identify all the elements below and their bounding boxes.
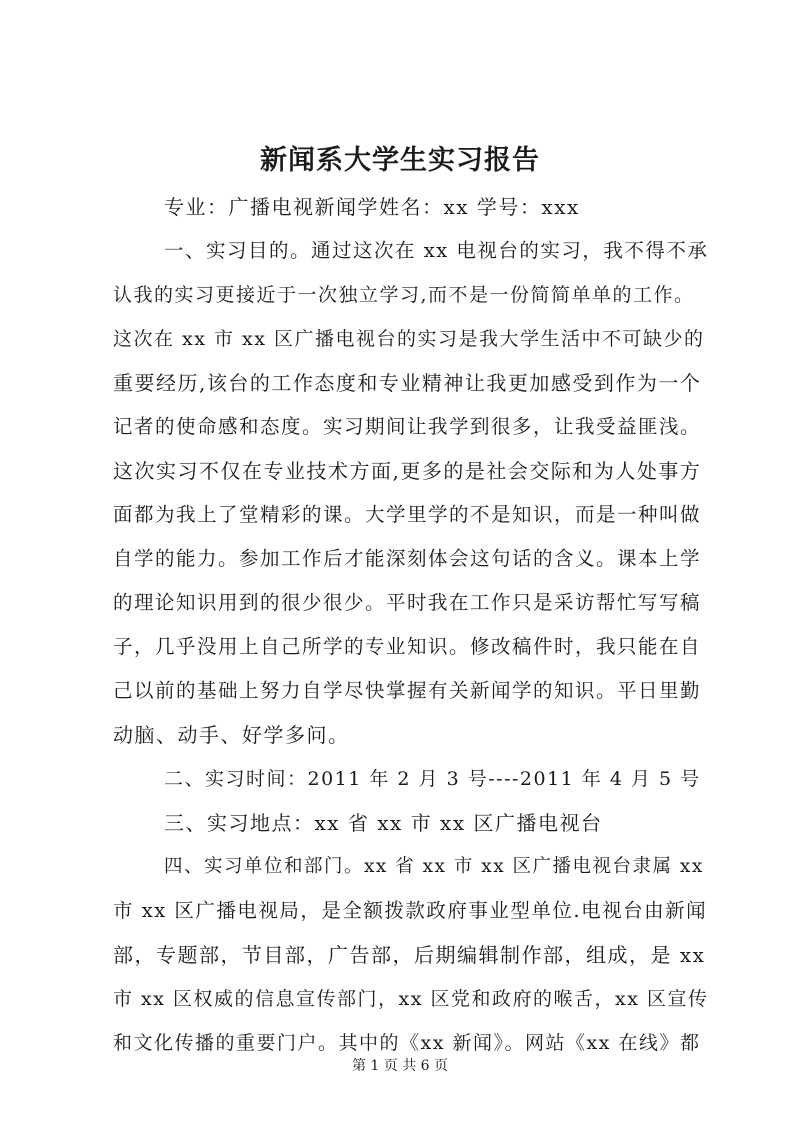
paragraph-line: 动脑、动手、好学多问。 xyxy=(113,723,350,747)
page-footer: 第 1 页 共 6 页 xyxy=(351,1058,449,1074)
paragraph-line: 市 xx 区广播电视局，是全额拨款政府事业型单位.电视台由新闻 xyxy=(113,899,708,922)
paragraph-line: 的理论知识用到的很少很少。平时我在工作只是采访帮忙写写稿 xyxy=(113,591,702,614)
paragraph-line: 子，几乎没用上自己所学的专业知识。修改稿件时，我只能在自 xyxy=(113,635,702,658)
paragraph-line: 己以前的基础上努力自学尽快掌握有关新闻学的知识。平日里勤 xyxy=(113,679,702,702)
paragraph-line: 记者的使命感和态度。实习期间让我学到很多，让我受益匪浅。 xyxy=(113,415,702,438)
paragraph-line: 部，专题部，节目部，广告部，后期编辑制作部，组成，是 xx xyxy=(113,943,706,967)
paragraph-line: 认我的实习更接近于一次独立学习,而不是一份简简单单的工作。 xyxy=(113,284,695,306)
paragraph-line: 重要经历,该台的工作态度和专业精神让我更加感受到作为一个 xyxy=(113,371,702,395)
paragraph-line: 面都为我上了堂精彩的课。大学里学的不是知识，而是一种叫做 xyxy=(113,503,702,526)
document-title: 新闻系大学生实习报告 xyxy=(260,145,540,176)
paragraph-line: 和文化传播的重要门户。其中的《xx 新闻》。网站《xx 在线》都 xyxy=(113,1032,701,1054)
paragraph-line: 自学的能力。参加工作后才能深刻体会这句话的含义。课本上学 xyxy=(113,547,702,570)
info-line: 专业：广播电视新闻学姓名：xx 学号：xxx xyxy=(164,195,580,219)
paragraph-line: 市 xx 区权威的信息宣传部门，xx 区党和政府的喉舌，xx 区宣传 xyxy=(113,988,709,1010)
paragraph-line: 四、实习单位和部门。xx 省 xx 市 xx 区广播电视台隶属 xx xyxy=(164,856,704,877)
paragraph-line: 一、实习目的。通过这次在 xx 电视台的实习，我不得不承 xyxy=(164,239,709,262)
internship-time-line: 二、实习时间：2011 年 2 月 3 号----2011 年 4 月 5 号 xyxy=(164,768,701,790)
paragraph-line: 这次在 xx 市 xx 区广播电视台的实习是我大学生活中不可缺少的 xyxy=(113,328,705,350)
paragraph-line: 这次实习不仅在专业技术方面,更多的是社会交际和为人处事方 xyxy=(113,459,702,483)
internship-location-line: 三、实习地点：xx 省 xx 市 xx 区广播电视台 xyxy=(164,811,603,835)
